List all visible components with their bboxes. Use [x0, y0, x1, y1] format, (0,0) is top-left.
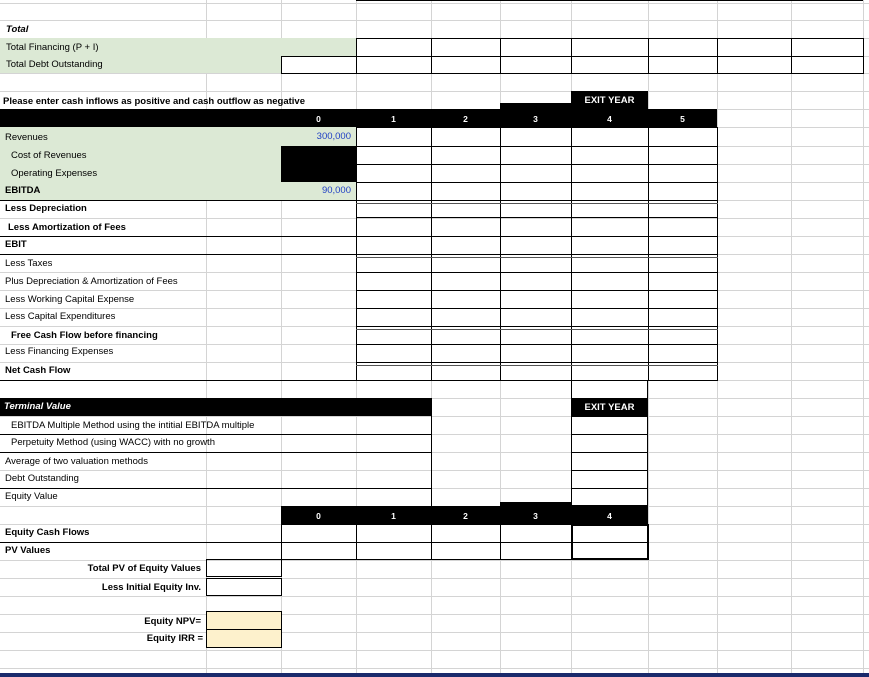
border: [571, 452, 648, 453]
border: [356, 329, 718, 330]
border: [0, 452, 431, 453]
row-label: Less Working Capital Expense: [5, 294, 135, 305]
border: [431, 398, 432, 506]
border: [356, 290, 718, 291]
gridline: [0, 20, 869, 21]
equity-npv-cell[interactable]: [206, 611, 282, 630]
equity-year-3: 3: [533, 511, 538, 521]
border: [356, 344, 718, 345]
border: [500, 38, 501, 74]
gridline: [791, 0, 792, 677]
row-label: Equity Value: [5, 491, 58, 502]
row-label: EBITDA: [5, 185, 41, 196]
border: [0, 200, 356, 201]
year-2: 2: [463, 114, 468, 124]
terminal-value-range[interactable]: [571, 416, 648, 506]
year-0: 0: [316, 114, 321, 124]
row-label: Cost of Revenues: [11, 150, 87, 161]
row-label: Less Taxes: [5, 258, 53, 269]
window-bottom-bar: [0, 673, 869, 677]
equity-year-4: 4: [607, 511, 612, 521]
border: [356, 326, 718, 327]
exit-year-label: EXIT YEAR: [584, 95, 635, 106]
row-label: PV Values: [5, 545, 51, 556]
less-initial-cell[interactable]: [206, 578, 282, 596]
revenues-year0-value[interactable]: 300,000: [316, 131, 351, 142]
equity-year-0: 0: [316, 511, 321, 521]
border: [281, 56, 282, 74]
row-label: Revenues: [5, 132, 48, 143]
gridline: [0, 470, 869, 471]
row-label: Less Amortization of Fees: [8, 222, 126, 233]
border: [0, 488, 431, 489]
equity-irr-label: Equity IRR =: [146, 633, 203, 644]
border: [0, 542, 281, 543]
row-label: EBIT: [5, 239, 27, 250]
border: [431, 524, 432, 560]
equity-year-1: 1: [391, 511, 396, 521]
border: [356, 257, 718, 258]
equity-year-2: 2: [463, 511, 468, 521]
border: [431, 38, 432, 74]
gridline: [0, 596, 869, 597]
border: [356, 146, 718, 147]
border: [648, 38, 649, 74]
ebitda-year0-value[interactable]: 90,000: [321, 185, 351, 196]
total-debt-label: Total Debt Outstanding: [6, 59, 103, 70]
border: [356, 182, 718, 183]
year-3: 3: [533, 114, 538, 124]
total-financing-label: Total Financing (P + I): [6, 42, 99, 53]
instruction-text: Please enter cash inflows as positive and cash outflow as negative: [3, 96, 305, 107]
border: [0, 254, 356, 255]
border: [0, 380, 356, 381]
equity-irr-cell[interactable]: [206, 629, 282, 648]
row-label: Perpetuity Method (using WACC) with no growth: [11, 437, 215, 448]
border: [356, 362, 718, 363]
border: [0, 236, 356, 237]
border: [281, 73, 356, 74]
row-label: Debt Outstanding: [5, 473, 79, 484]
border: [717, 38, 718, 74]
row-label: Equity Cash Flows: [5, 527, 90, 538]
border: [356, 524, 357, 560]
gridline: [0, 614, 869, 615]
row-label: Free Cash Flow before financing: [11, 330, 158, 341]
border: [356, 164, 718, 165]
gridline: [0, 3, 869, 4]
total-pv-cell[interactable]: [206, 559, 282, 577]
equity-npv-label: Equity NPV=: [144, 616, 201, 627]
blocked-cells: [281, 146, 356, 182]
border: [356, 200, 718, 201]
row-label: Plus Depreciation & Amortization of Fees: [5, 276, 178, 287]
border: [571, 434, 648, 435]
gridline: [0, 560, 869, 561]
row-label: Operating Expenses: [11, 168, 98, 179]
year-5: 5: [680, 114, 685, 124]
year-4: 4: [607, 114, 612, 124]
exit-year-label: EXIT YEAR: [584, 402, 635, 413]
border: [571, 470, 648, 471]
border: [356, 272, 718, 273]
equity-year-header: [500, 502, 571, 506]
row-label: Less Depreciation: [5, 203, 87, 214]
border: [571, 380, 648, 398]
border: [356, 0, 863, 1]
border: [356, 203, 718, 204]
row-label: Average of two valuation methods: [5, 456, 148, 467]
border: [356, 365, 718, 366]
border: [356, 217, 718, 218]
year-header-bar: [500, 103, 571, 109]
border: [571, 38, 572, 74]
terminal-value-label: Terminal Value: [4, 401, 71, 412]
year-1: 1: [391, 114, 396, 124]
gridline: [0, 578, 869, 579]
border: [0, 434, 431, 435]
row-label: Less Capital Expenditures: [5, 311, 116, 322]
row-label: EBITDA Multiple Method using the intitial EBITDA multiple: [11, 420, 255, 431]
row-label: Less Financing Expenses: [5, 346, 114, 357]
border: [791, 38, 792, 74]
exit-year-highlight: [571, 524, 649, 560]
border: [356, 236, 718, 237]
gridline: [0, 91, 869, 92]
border: [281, 56, 864, 57]
less-initial-label: Less Initial Equity Inv.: [101, 582, 201, 593]
row-label: Net Cash Flow: [5, 365, 71, 376]
gridline: [0, 650, 869, 651]
gridline: [0, 668, 869, 669]
total-label: Total: [6, 24, 29, 35]
border: [356, 308, 718, 309]
border: [356, 254, 718, 255]
gridline: [863, 0, 864, 677]
total-pv-label: Total PV of Equity Values: [87, 563, 201, 574]
gridline: [0, 416, 869, 417]
border: [500, 524, 501, 560]
border: [571, 488, 648, 489]
